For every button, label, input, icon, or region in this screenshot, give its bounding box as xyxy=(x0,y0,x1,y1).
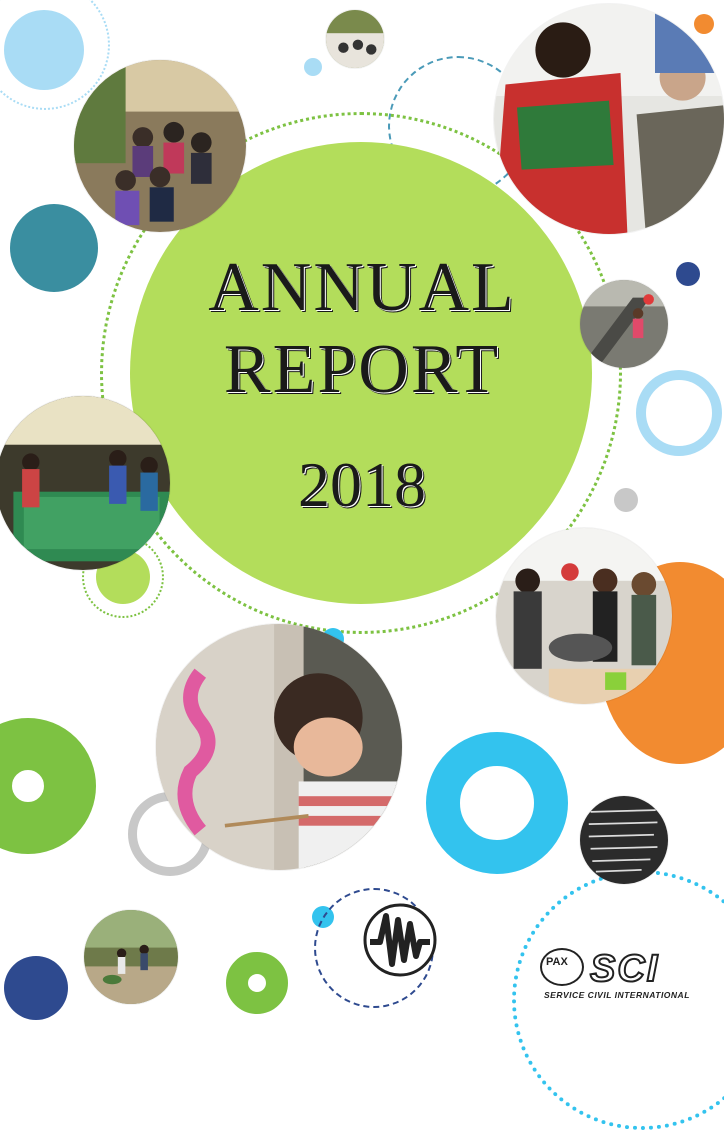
title-report: REPORT xyxy=(223,331,501,408)
title-year: 2018 xyxy=(298,449,426,520)
photo-chalkboard xyxy=(580,796,668,884)
photo-escalator xyxy=(580,280,668,368)
green-ring-left xyxy=(0,718,96,854)
title-annual: ANNUAL xyxy=(208,249,516,326)
sci-abbr: SCI xyxy=(590,948,660,990)
cyan-ring-right xyxy=(426,732,568,874)
photo-cooking xyxy=(496,528,672,704)
green-ring-bottom xyxy=(226,952,288,1014)
sci-full-name: SERVICE CIVIL INTERNATIONAL xyxy=(544,990,690,1000)
photo-conversation xyxy=(494,4,724,234)
photo-painting-wall xyxy=(156,624,402,870)
orange-dot-top-right xyxy=(694,14,714,34)
photo-gardening xyxy=(84,910,178,1004)
photo-paws-small xyxy=(326,10,384,68)
wave-logo xyxy=(362,902,438,978)
navy-circle-bottom-left xyxy=(4,956,68,1020)
sci-logo xyxy=(540,946,716,1006)
pax-label: PAX xyxy=(546,956,568,968)
photo-group-seated xyxy=(74,60,246,232)
small-blue-dot xyxy=(304,58,322,76)
photo-outdoor-game xyxy=(0,396,170,570)
